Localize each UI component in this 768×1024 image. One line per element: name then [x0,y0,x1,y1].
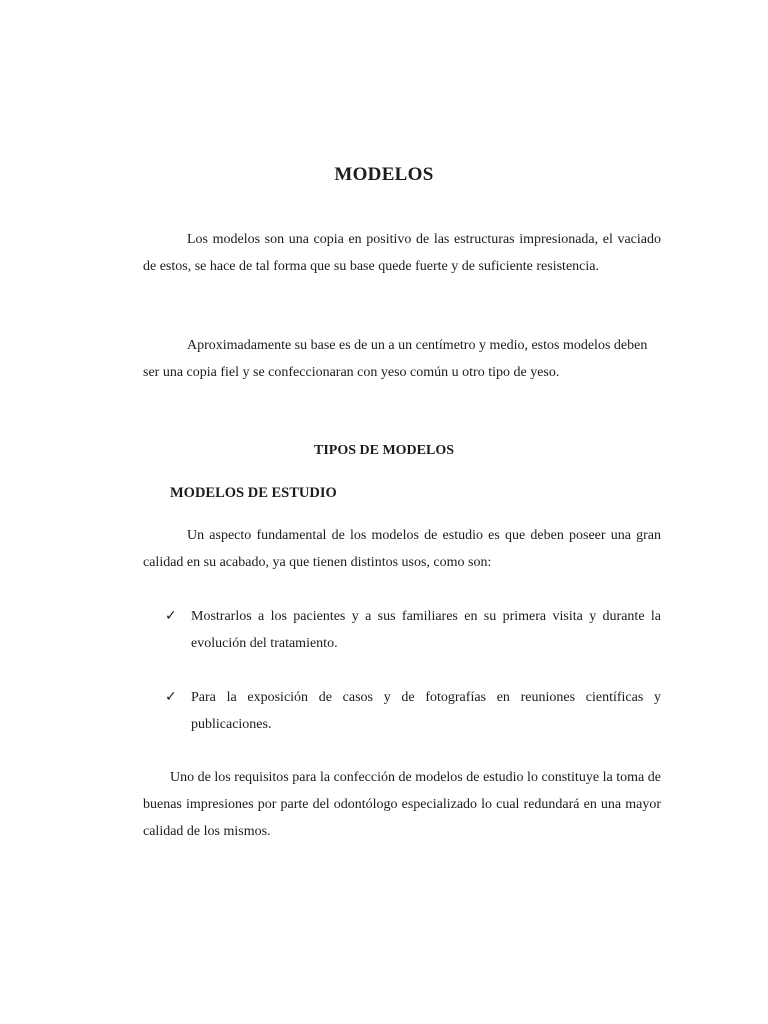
paragraph-study-models: Un aspecto fundamental de los modelos de estudio es que deben poseer una gran calidad en su acabado, ya que tienen distintos usos, como son: [143,528,661,570]
checkmark-icon: ✓ [165,689,177,705]
paragraph-closing: Uno de los requisitos para la confección de modelos de estudio lo constituye la toma de buenas impresiones por parte del odontólogo especializado lo cual redundará en una mayor calidad de los mismos. [143,770,661,839]
bullet-text: Para la exposición de casos y de fotografías en reuniones científicas y publicaciones. [191,690,661,732]
subsection-title: MODELOS DE ESTUDIO [170,485,337,501]
checkmark-icon: ✓ [165,608,177,624]
document-title: MODELOS [334,164,434,185]
section-title: TIPOS DE MODELOS [313,443,455,458]
paragraph-intro: Los modelos son una copia en positivo de las estructuras impresionada, el vaciado de estos, se hace de tal forma que su base quede fuerte y de suficiente resistencia. [143,232,661,274]
bullet-text: Mostrarlos a los pacientes y a sus familiares en su primera visita y durante la evolución del tratamiento. [191,609,661,651]
paragraph-base: Aproximadamente su base es de un a un centímetro y medio, estos modelos deben ser una copia fiel y se confeccionaran con yeso común u otro tipo de yeso. [143,338,648,380]
